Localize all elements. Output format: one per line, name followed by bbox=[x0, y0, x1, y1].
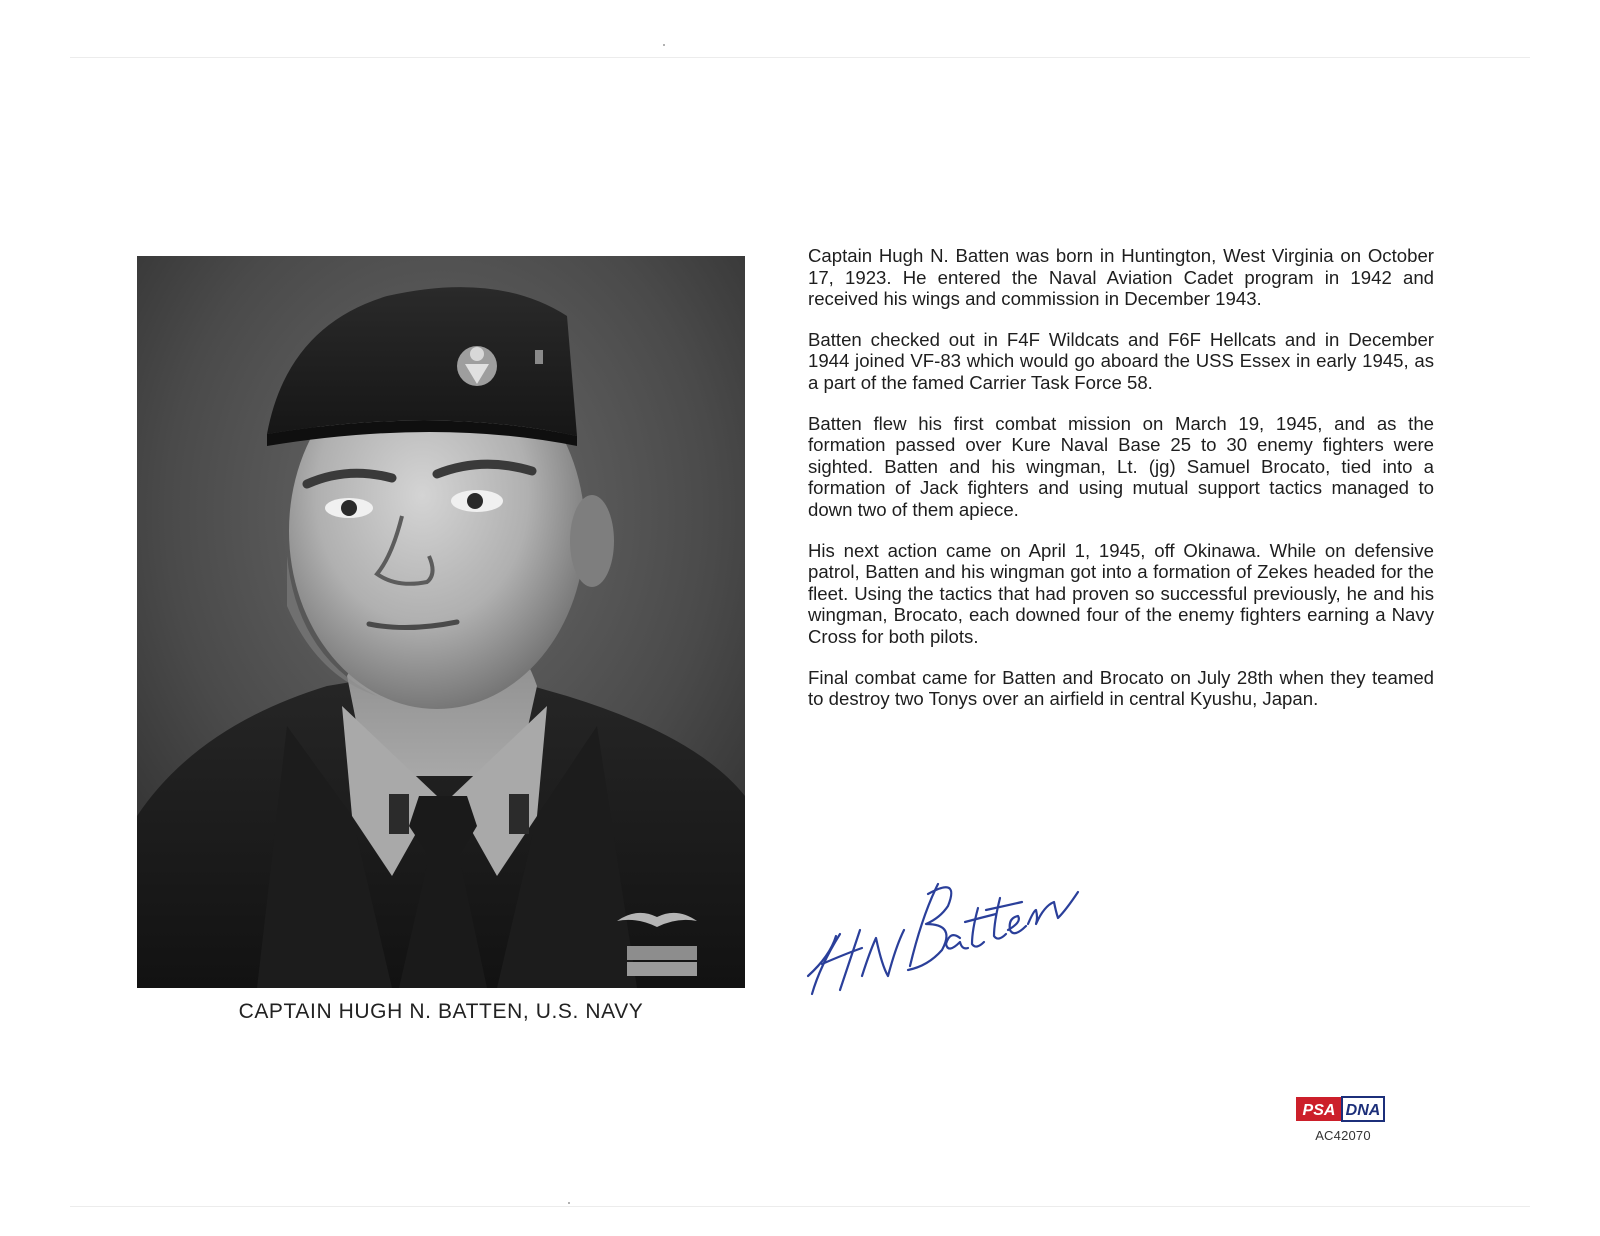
cap-rank-bar bbox=[535, 350, 543, 364]
auth-logo-left-text: PSA bbox=[1302, 1102, 1336, 1119]
collar-insignia-left bbox=[389, 794, 409, 834]
pupil-right bbox=[467, 493, 483, 509]
biography-text bbox=[808, 245, 1434, 729]
page-edge-top bbox=[70, 57, 1530, 58]
portrait-caption: CAPTAIN HUGH N. BATTEN, U.S. NAVY bbox=[238, 1000, 644, 1023]
portrait-photo bbox=[137, 256, 745, 988]
bio-paragraph-first-combat: Batten flew his first combat mission on March 19, 1945, and as the formation passed over Kure Naval Base 25 to 30 enemy fighters were sighted. Batten and his wingman, Lt. (jg) Samuel Brocato, tied into a formation of Jack fighters and using mutual support tactics managed to down two of them apiece. bbox=[808, 412, 1434, 520]
authentication-serial: AC42070 bbox=[1315, 1128, 1371, 1143]
auth-logo-right-text: DNA bbox=[1345, 1102, 1381, 1119]
bio-paragraph-assignment: Batten checked out in F4F Wildcats and F6F Hellcats and in December 1944 joined VF-83 which would go aboard the USS Essex in early 1945, as a part of the famed Carrier Task Force 58. bbox=[808, 328, 1434, 393]
cap-badge bbox=[457, 346, 497, 386]
bio-paragraph-okinawa: His next action came on April 1, 1945, off Okinawa. While on defensive patrol, Batten and his wingman got into a formation of Zekes headed for the fleet. Using the tactics that had proven so successful previously, he and his wingman, Brocato, each downed four of the enemy fighters earning a Navy Cross for both pilots. bbox=[808, 539, 1434, 647]
ear bbox=[570, 495, 614, 587]
portrait-illustration bbox=[137, 256, 745, 988]
authentication-logo bbox=[1296, 1096, 1386, 1122]
paper-speck bbox=[663, 44, 665, 46]
page-edge-bottom bbox=[70, 1206, 1530, 1207]
handwritten-signature bbox=[800, 826, 1100, 1006]
paper-speck bbox=[568, 1202, 570, 1204]
bio-paragraph-birth: Captain Hugh N. Batten was born in Huntington, West Virginia on October 17, 1923. He entered the Naval Aviation Cadet program in 1942 and received his wings and commission in December 1943. bbox=[808, 245, 1434, 310]
ribbon-bar bbox=[627, 946, 697, 960]
pupil-left bbox=[341, 500, 357, 516]
collar-insignia-right bbox=[509, 794, 529, 834]
bio-paragraph-final-combat: Final combat came for Batten and Brocato on July 28th when they teamed to destroy two Tonys over an airfield in central Kyushu, Japan. bbox=[808, 666, 1434, 710]
